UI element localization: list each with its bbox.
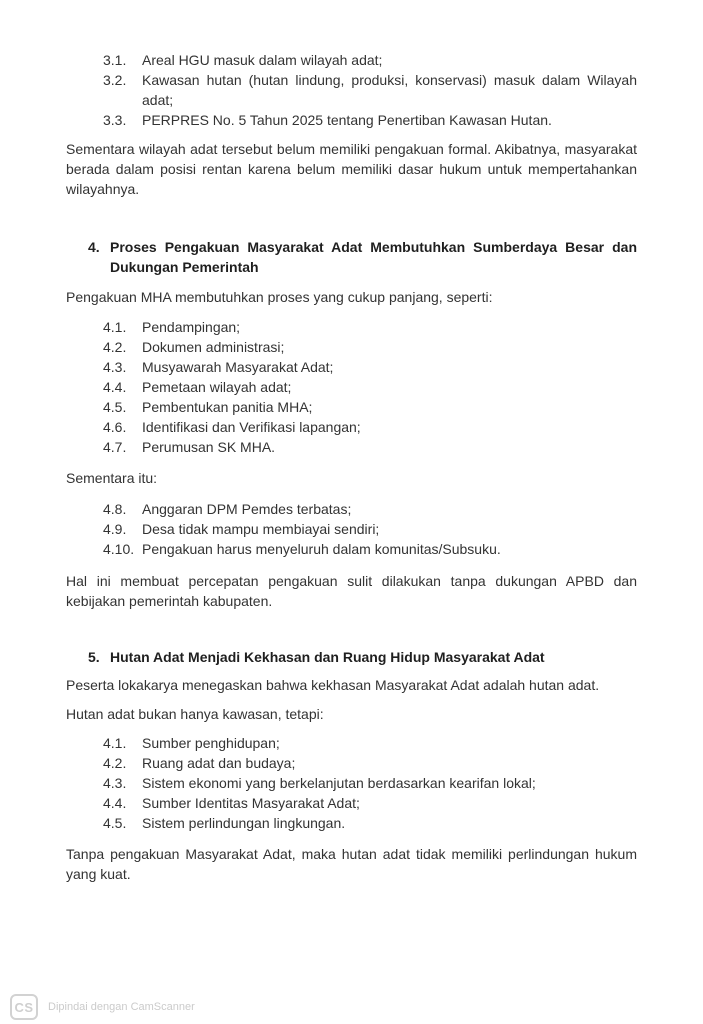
list-item-text: Ruang adat dan budaya; [142,755,296,771]
list-item [103,357,637,377]
heading-text: Proses Pengakuan Masyarakat Adat Membutuhkan Sumberdaya Besar dan Dukungan Pemerintah [110,239,637,275]
list-item-number: 4.8. [103,501,127,517]
heading-number: 5. [88,649,100,665]
list-item [103,733,637,753]
list-item-number: 4.7. [103,439,127,455]
paragraph-pengakuan-mha: Pengakuan MHA membutuhkan proses yang cukup panjang, seperti: [66,289,493,305]
list-item-number: 4.2. [103,755,127,771]
list-item [103,50,637,70]
section-heading-4 [88,237,637,277]
list-item-text: Musyawarah Masyarakat Adat; [142,359,334,375]
list-item-number: 4.3. [103,775,127,791]
list-item [103,793,637,813]
numbered-list-section4-constraints [103,499,637,559]
list-item-text: Pemetaan wilayah adat; [142,379,292,395]
list-item-number: 4.5. [103,399,127,415]
list-item-number: 4.4. [103,795,127,811]
numbered-list-section5 [103,733,637,833]
list-item-number: 3.2. [103,72,127,88]
list-item-number: 4.1. [103,319,127,335]
paragraph-hutan-adat-bukan: Hutan adat bukan hanya kawasan, tetapi: [66,706,324,722]
list-item-text: Sumber penghidupan; [142,735,280,751]
list-item-text: PERPRES No. 5 Tahun 2025 tentang Penertiban Kawasan Hutan. [142,112,552,128]
camscanner-watermark-text: Dipindai dengan CamScanner [48,1001,195,1013]
heading-text: Hutan Adat Menjadi Kekhasan dan Ruang Hidup Masyarakat Adat [110,649,545,665]
list-item [103,753,637,773]
list-item [103,377,637,397]
paragraph-tanpa-pengakuan: Tanpa pengakuan Masyarakat Adat, maka hutan adat tidak memiliki perlindungan hukum yang kuat. [66,846,637,882]
list-item-text: Pembentukan panitia MHA; [142,399,313,415]
list-item [103,70,637,110]
list-item-text: Identifikasi dan Verifikasi lapangan; [142,419,361,435]
list-item-number: 4.2. [103,339,127,355]
list-item-number: 4.9. [103,521,127,537]
list-item-text: Sistem ekonomi yang berkelanjutan berdasarkan kearifan lokal; [142,775,536,791]
list-item-text: Dokumen administrasi; [142,339,285,355]
list-item [103,317,637,337]
section-heading-5 [88,647,637,667]
list-item-text: Areal HGU masuk dalam wilayah adat; [142,52,383,68]
list-item-text: Pengakuan harus menyeluruh dalam komunitas/Subsuku. [142,541,501,557]
list-item [103,337,637,357]
numbered-list-section4-process [103,317,637,457]
numbered-list-section3 [103,50,637,130]
list-item [103,539,637,559]
paragraph-sementara-itu: Sementara itu: [66,470,158,486]
camscanner-watermark [10,994,195,1020]
list-item [103,397,637,417]
list-item-text: Sumber Identitas Masyarakat Adat; [142,795,360,811]
list-item-number: 4.10. [103,541,135,557]
list-item-text: Sistem perlindungan lingkungan. [142,815,346,831]
paragraph-wilayah-adat: Sementara wilayah adat tersebut belum memiliki pengakuan formal. Akibatnya, masyarakat berada dalam posisi rentan karena belum memiliki dasar hukum untuk mempertahankan wilayahnya. [66,141,637,197]
list-item-number: 3.3. [103,112,127,128]
list-item [103,110,637,130]
list-item-text: Perumusan SK MHA. [142,439,276,455]
list-item [103,773,637,793]
list-item-text: Anggaran DPM Pemdes terbatas; [142,501,352,517]
list-item-number: 4.5. [103,815,127,831]
list-item [103,437,637,457]
list-item-number: 3.1. [103,52,127,68]
list-item-text: Pendampingan; [142,319,241,335]
list-item-number: 4.6. [103,419,127,435]
list-item [103,417,637,437]
camscanner-logo-icon: CS [10,994,38,1020]
list-item-number: 4.4. [103,379,127,395]
list-item [103,519,637,539]
list-item [103,499,637,519]
paragraph-hal-ini: Hal ini membuat percepatan pengakuan sulit dilakukan tanpa dukungan APBD dan kebijakan pemerintah kabupaten. [66,573,637,609]
list-item-text: Desa tidak mampu membiayai sendiri; [142,521,380,537]
list-item-number: 4.3. [103,359,127,375]
paragraph-peserta-lokakarya: Peserta lokakarya menegaskan bahwa kekhasan Masyarakat Adat adalah hutan adat. [66,677,600,693]
list-item-text: Kawasan hutan (hutan lindung, produksi, konservasi) masuk dalam Wilayah adat; [142,72,637,108]
heading-number: 4. [88,239,100,255]
list-item-number: 4.1. [103,735,127,751]
list-item [103,813,637,833]
